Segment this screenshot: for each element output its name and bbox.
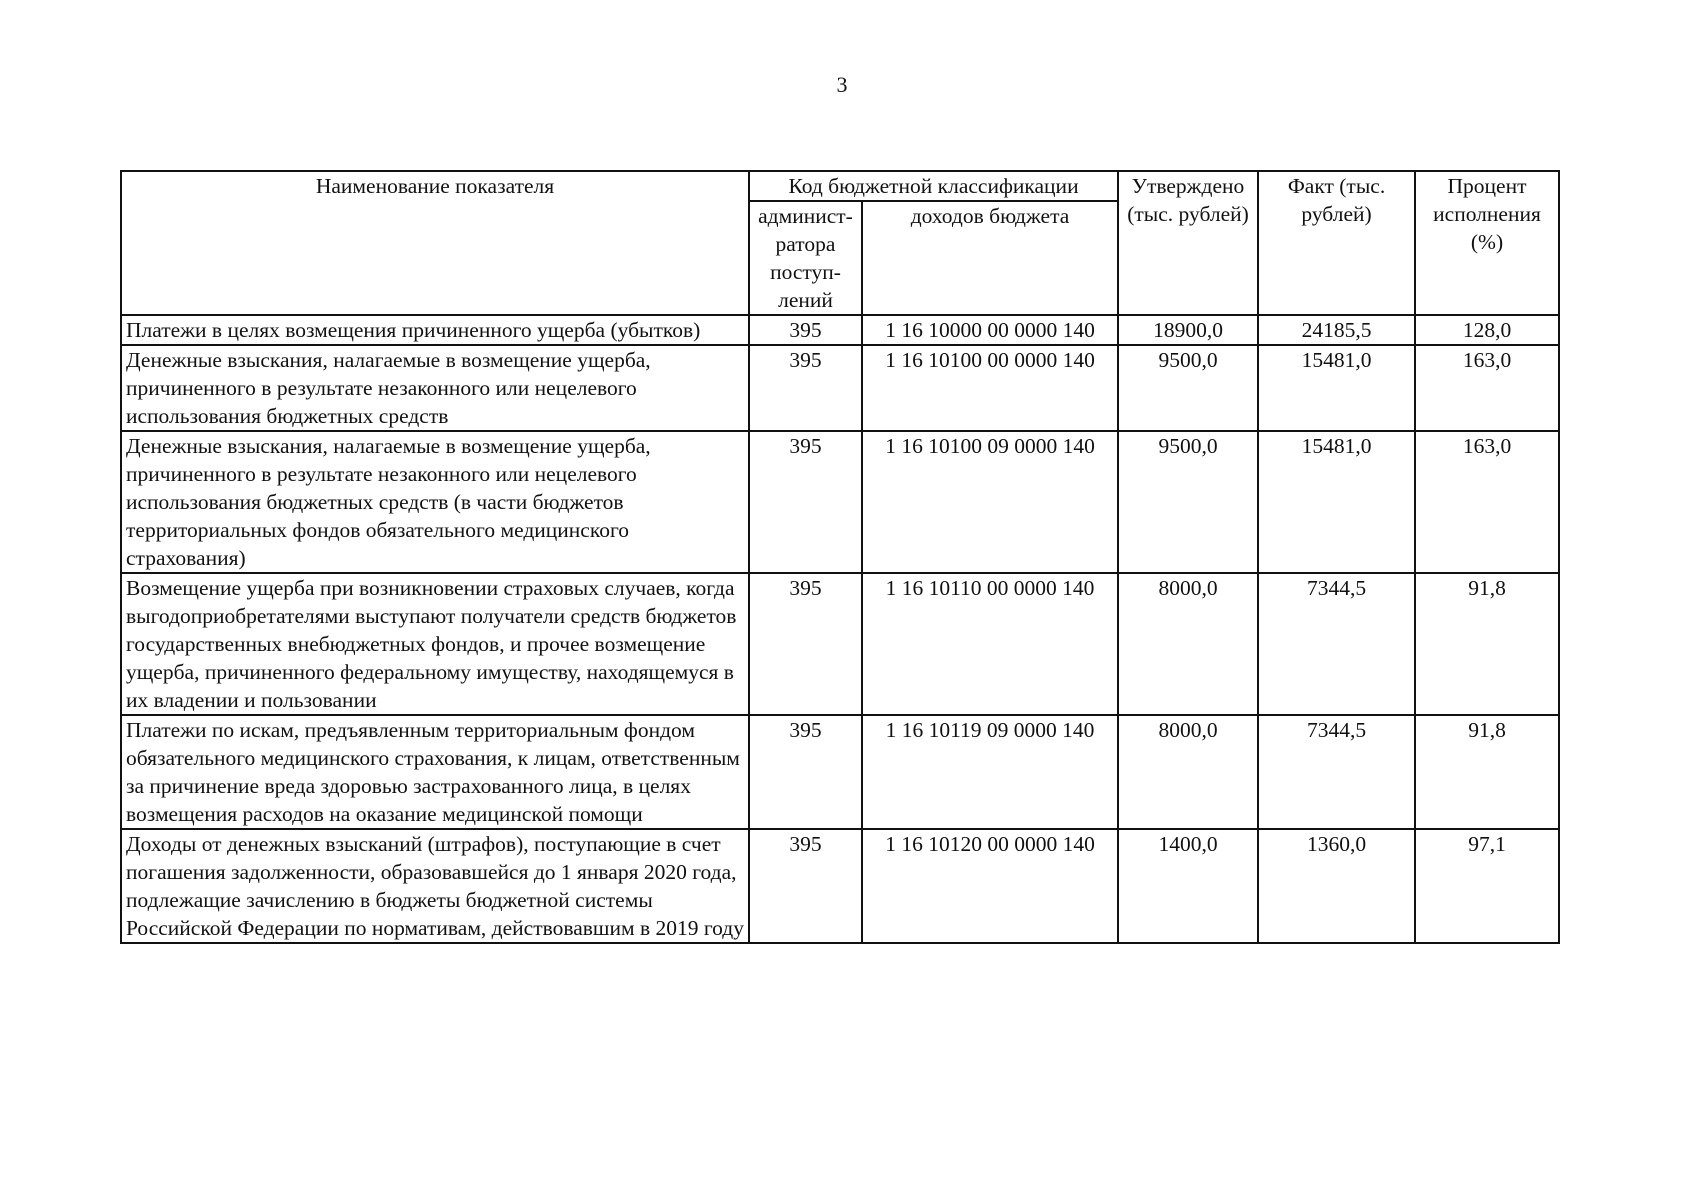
table-row xyxy=(121,829,1559,943)
header-administrator: админист-ратора поступ-лений xyxy=(749,201,862,315)
page-number: 3 xyxy=(836,72,848,97)
row-income-code: 1 16 10000 00 0000 140 xyxy=(862,315,1118,345)
row-indicator-name: Денежные взыскания, налагаемые в возмещение ущерба, причиненного в результате незаконного или нецелевого использования бюджетных средств (в части бюджетов территориальных фондов обязательного медицинского страхования) xyxy=(121,431,749,573)
table-row xyxy=(121,573,1559,715)
row-income-code: 1 16 10100 00 0000 140 xyxy=(862,345,1118,431)
row-administrator-code: 395 xyxy=(749,715,862,829)
row-percent: 97,1 xyxy=(1415,829,1559,943)
header-income-code: доходов бюджета xyxy=(862,201,1118,315)
row-income-code: 1 16 10110 00 0000 140 xyxy=(862,573,1118,715)
row-indicator-name: Платежи по искам, предъявленным территориальным фондом обязательного медицинского страхования, к лицам, ответственным за причинение вреда здоровью застрахованного лица, в целях возмещения расходов на оказание медицинской помощи xyxy=(121,715,749,829)
table-row xyxy=(121,345,1559,431)
table-row xyxy=(121,431,1559,573)
row-fact: 7344,5 xyxy=(1258,573,1415,715)
row-approved: 8000,0 xyxy=(1118,715,1258,829)
header-indicator-name: Наименование показателя xyxy=(121,171,749,315)
row-fact: 7344,5 xyxy=(1258,715,1415,829)
row-income-code: 1 16 10120 00 0000 140 xyxy=(862,829,1118,943)
row-indicator-name: Денежные взыскания, налагаемые в возмещение ущерба, причиненного в результате незаконного или нецелевого использования бюджетных средств xyxy=(121,345,749,431)
row-indicator-name: Платежи в целях возмещения причиненного ущерба (убытков) xyxy=(121,315,749,345)
header-fact: Факт (тыс. рублей) xyxy=(1258,171,1415,315)
table-row xyxy=(121,715,1559,829)
row-percent: 91,8 xyxy=(1415,573,1559,715)
row-administrator-code: 395 xyxy=(749,431,862,573)
row-administrator-code: 395 xyxy=(749,345,862,431)
row-percent: 91,8 xyxy=(1415,715,1559,829)
row-percent: 163,0 xyxy=(1415,431,1559,573)
row-fact: 15481,0 xyxy=(1258,431,1415,573)
row-administrator-code: 395 xyxy=(749,573,862,715)
row-fact: 24185,5 xyxy=(1258,315,1415,345)
row-indicator-name: Возмещение ущерба при возникновении страховых случаев, когда выгодоприобретателями выступают получатели средств бюджетов государственных внебюджетных фондов, и прочее возмещение ущерба, причиненного федеральному имуществу, находящемуся в их владении и пользовании xyxy=(121,573,749,715)
budget-revenue-table xyxy=(120,170,1560,944)
row-approved: 18900,0 xyxy=(1118,315,1258,345)
row-fact: 1360,0 xyxy=(1258,829,1415,943)
row-administrator-code: 395 xyxy=(749,829,862,943)
row-administrator-code: 395 xyxy=(749,315,862,345)
row-approved: 9500,0 xyxy=(1118,345,1258,431)
row-approved: 8000,0 xyxy=(1118,573,1258,715)
row-income-code: 1 16 10119 09 0000 140 xyxy=(862,715,1118,829)
row-approved: 9500,0 xyxy=(1118,431,1258,573)
header-row-top xyxy=(121,171,1559,201)
row-percent: 163,0 xyxy=(1415,345,1559,431)
row-indicator-name: Доходы от денежных взысканий (штрафов), поступающие в счет погашения задолженности, образовавшейся до 1 января 2020 года, подлежащие зачислению в бюджеты бюджетной системы Российской Федерации по нормативам, действовавшим в 2019 году xyxy=(121,829,749,943)
row-approved: 1400,0 xyxy=(1118,829,1258,943)
header-budget-classification: Код бюджетной классификации xyxy=(749,171,1118,201)
row-percent: 128,0 xyxy=(1415,315,1559,345)
header-percent: Процент исполнения (%) xyxy=(1415,171,1559,315)
row-income-code: 1 16 10100 09 0000 140 xyxy=(862,431,1118,573)
row-fact: 15481,0 xyxy=(1258,345,1415,431)
header-approved: Утверждено (тыс. рублей) xyxy=(1118,171,1258,315)
table-row xyxy=(121,315,1559,345)
